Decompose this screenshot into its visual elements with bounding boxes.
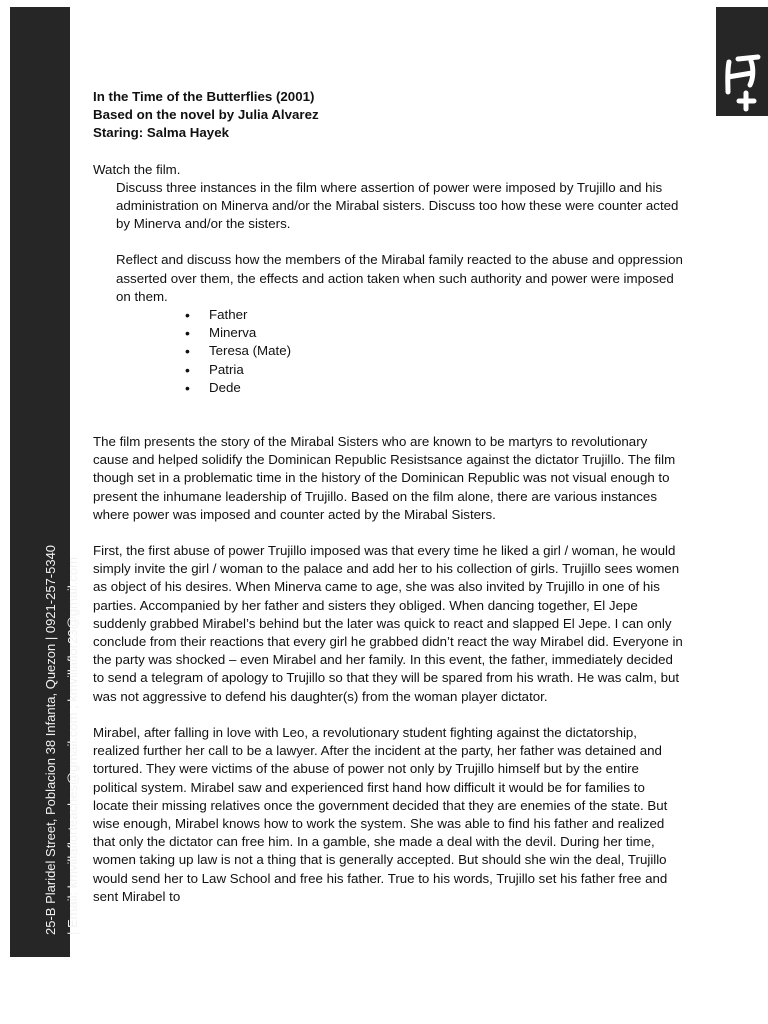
task-1: Discuss three instances in the film where assertion of power were imposed by Trujillo and his administration on Minerva and/or the Mirabal sisters. Discuss too how these were counter acted by Minerva and/or the sisters. xyxy=(116,179,679,232)
list-item: • Minerva xyxy=(185,324,683,342)
essay-paragraph-second: Mirabel, after falling in love with Leo, a revolutionary student fighting against the dictatorship, realized further her call to be a lawyer. After the incident at the party, her father was detained and tortured. They were victims of the abuse of power not only by Trujillo himself but by the entire political system. Mirabel saw and experienced first hand how difficult it would be for families to locate their missing relatives once the government decided that they are enemies of the state. But wise enough, Mirabel knows how to work the system. She was able to find his father and realized that only the dictator can free him. In a gamble, she made a deal with the devil. During her time, women taking up law is not a thing that is generally accepted. But should she win the deal, Trujillo would send her to Law School and free his father. True to his words, Trujillo set his father free and sent Mirabel to xyxy=(93,724,668,904)
sidebar-contact xyxy=(40,505,84,935)
essay-intro: The film presents the story of the Mirabal Sisters who are known to be martyrs to revolutionary cause and helped solidify the Dominican Republic Resistsance against the dictator Trujillo. The film though set in a problematic time in the history of the Dominican Republic was not visual enough to present the inhumane leadership of Trujillo. Based on the film alone, there are various instances where power was imposed and counter acted by the Mirabal Sisters. xyxy=(93,434,676,522)
task-2: Reflect and discuss how the members of the Mirabal family reacted to the abuse and oppression asserted over them, the effects and action taken when such authority and power were imposed on them. xyxy=(116,252,683,304)
list-item: • Teresa (Mate) xyxy=(185,342,683,360)
sidebar-email: | Email: kmvillaflorteaches@gmail.com ; kmvillaflor23@gmail.com xyxy=(65,557,80,935)
list-item: • Dede xyxy=(185,379,683,397)
document-body xyxy=(93,88,683,906)
sidebar-address: 25-B Plaridel Street, Poblacion 38 Infanta, Quezon | 0921-257-5340 xyxy=(43,544,58,935)
family-member-list xyxy=(93,306,683,397)
list-item: • Patria xyxy=(185,361,683,379)
novel-credit: Based on the novel by Julia Alvarez xyxy=(93,107,319,123)
logo xyxy=(716,7,768,116)
hf-monogram-logo-icon xyxy=(716,7,768,116)
essay-paragraph-first: First, the first abuse of power Trujillo imposed was that every time he liked a girl / woman, he would simply invite the girl / woman to the palace and add her to his collection of girls. Trujillo sees women as object of his desires. When Minerva came to age, she was also invited by Trujillo in one of his parties. Accompanied by her father and sisters they obliged. When dancing together, El Jepe suddenly grabbed Mirabel’s behind but the later was quick to react and slapped El Jepe. I can only conclude from their reactions that every girl he grabbed didn’t react the way Mirabel did. Everyone in the party was shocked – even Mirabel and her family. In this event, the father, immediately decided to send a telegram of apology to Trujillo so that they will be spared from his wrath. He was calm, but was not aggressive to defend his daughter(s) from the woman player dictator. xyxy=(93,543,683,704)
film-title: In the Time of the Butterflies (2001) xyxy=(93,89,315,104)
watch-instruction: Watch the film. xyxy=(93,161,181,177)
cast-credit: Staring: Salma Hayek xyxy=(93,125,229,141)
document-header xyxy=(93,88,683,143)
list-item: • Father xyxy=(185,306,683,324)
